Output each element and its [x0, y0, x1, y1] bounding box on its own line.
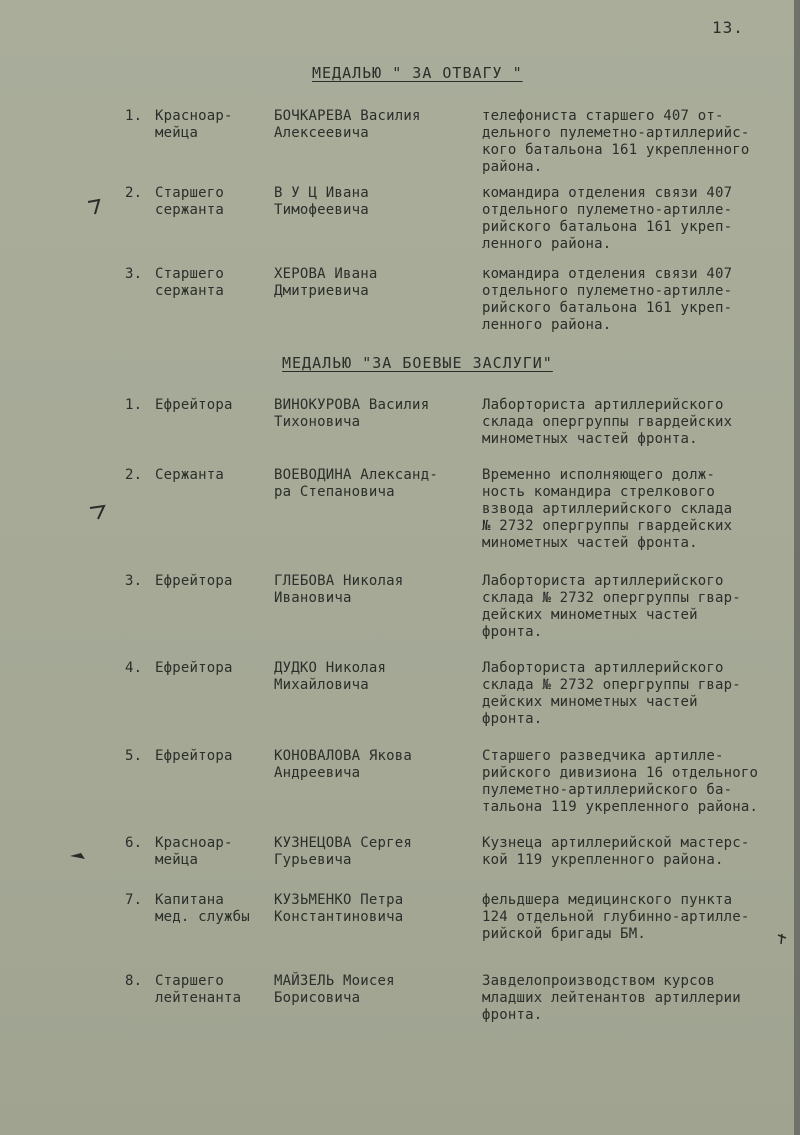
entry-rank: Красноар- мейца — [155, 108, 233, 141]
entry-rank: Ефрейтора — [155, 660, 233, 676]
entry-rank: Старшего лейтенанта — [155, 973, 242, 1006]
entry-description: командира отделения связи 407 отдельного пулеметно-артилле- рийского батальона 161 укреп- ленного района. — [482, 266, 733, 333]
entry-rank: Ефрейтора — [155, 573, 233, 589]
entry-name: ДУДКО Николая Михайловича — [274, 660, 387, 693]
entry-number: 8. — [125, 973, 143, 989]
entry-description: Лаборториста артиллерийского склада опергруппы гвардейских минометных частей фронта. — [482, 397, 733, 447]
entry-number: 6. — [125, 835, 143, 851]
handwritten-tick-mark — [86, 196, 102, 216]
section-heading-merit: МЕДАЛЬЮ "ЗА БОЕВЫЕ ЗАСЛУГИ" — [282, 354, 553, 372]
entry-name: В У Ц Ивана Тимофеевича — [274, 185, 369, 218]
entry-rank: Старшего сержанта — [155, 266, 225, 299]
entry-rank: Красноар- мейца — [155, 835, 233, 868]
entry-name: КУЗЬМЕНКО Петра Константиновича — [274, 892, 404, 925]
handwritten-mark — [776, 932, 788, 946]
entry-description: Старшего разведчика артилле- рийского дивизиона 16 отдельного пулеметно-артиллерийского ба- тальона 119 укрепленного района. — [482, 748, 759, 815]
handwritten-tick-mark — [69, 849, 87, 863]
entry-description: телефониста старшего 407 от- дельного пулеметно-артиллерийс- кого батальона 161 укрепленного района. — [482, 108, 750, 175]
entry-rank: Сержанта — [155, 467, 225, 483]
entry-number: 1. — [125, 397, 143, 413]
entry-name: БОЧКАРЕВА Василия Алексеевича — [274, 108, 421, 141]
entry-description: Завделопроизводством курсов младших лейтенантов артиллерии фронта. — [482, 973, 741, 1023]
entry-name: ГЛЕБОВА Николая Ивановича — [274, 573, 404, 606]
entry-rank: Ефрейтора — [155, 397, 233, 413]
handwritten-tick-mark — [88, 500, 106, 520]
entry-name: ВОЕВОДИНА Александ- ра Степановича — [274, 467, 438, 500]
entry-rank: Старшего сержанта — [155, 185, 225, 218]
page-number: 13. — [712, 18, 744, 37]
entry-rank: Ефрейтора — [155, 748, 233, 764]
entry-name: КОНОВАЛОВА Якова Андреевича — [274, 748, 413, 781]
entry-description: Временно исполняющего долж- ность командира стрелкового взвода артиллерийского склада № 2732 опергруппы гвардейских минометных частей фронта. — [482, 467, 733, 551]
entry-number: 4. — [125, 660, 143, 676]
entry-description: Лаборториста артиллерийского склада № 2732 опергруппы гвар- дейских минометных частей фронта. — [482, 573, 741, 640]
entry-number: 3. — [125, 573, 143, 589]
entry-name: ХЕРОВА Ивана Дмитриевича — [274, 266, 378, 299]
entry-description: фельдшера медицинского пункта 124 отдельной глубинно-артилле- рийской бригады БМ. — [482, 892, 750, 942]
entry-description: командира отделения связи 407 отдельного пулеметно-артилле- рийского батальона 161 укреп- ленного района. — [482, 185, 733, 252]
entry-description: Кузнеца артиллерийской мастерс- кой 119 укрепленного района. — [482, 835, 750, 868]
entry-rank: Капитана мед. службы — [155, 892, 250, 925]
entry-number: 2. — [125, 185, 143, 201]
entry-name: ВИНОКУРОВА Василия Тихоновича — [274, 397, 430, 430]
entry-number: 7. — [125, 892, 143, 908]
section-heading-bravery: МЕДАЛЬЮ " ЗА ОТВАГУ " — [312, 64, 523, 82]
entry-number: 5. — [125, 748, 143, 764]
entry-description: Лаборториста артиллерийского склада № 2732 опергруппы гвар- дейских минометных частей фронта. — [482, 660, 741, 727]
entry-number: 2. — [125, 467, 143, 483]
entry-number: 3. — [125, 266, 143, 282]
entry-name: МАЙЗЕЛЬ Моисея Борисовича — [274, 973, 395, 1006]
entry-number: 1. — [125, 108, 143, 124]
entry-name: КУЗНЕЦОВА Сергея Гурьевича — [274, 835, 413, 868]
